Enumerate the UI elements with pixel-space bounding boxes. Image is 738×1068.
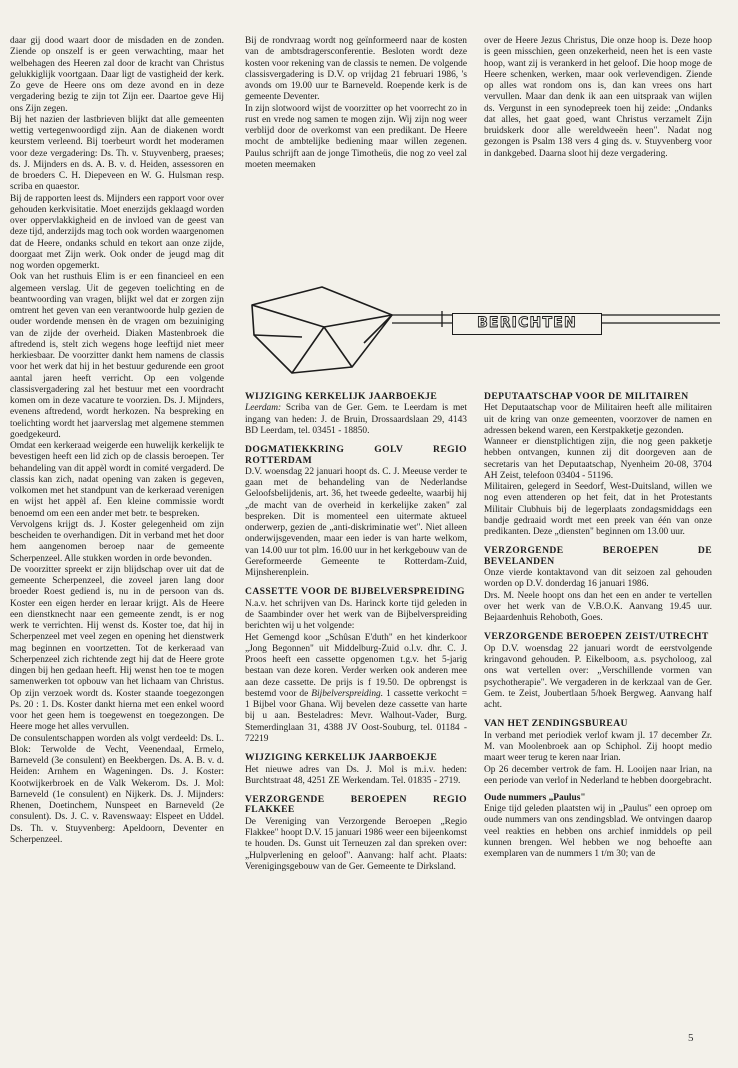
article [484,632,712,711]
article-body: Op 26 december vertrok de fam. H. Looijen naar Irian, na een periode van verlof in Nederland te hebben doorgebracht. [484,764,712,786]
article [245,795,467,873]
paragraph: Vervolgens krijgt ds. J. Koster gelegenheid om zijn bescheiden te overhandigen. Dit in verband met het door hem aangenomen beroep naar de gemeente Scherpenzeel. Alle stukken worden in orde bevonden. [10,519,224,564]
article-heading: CASSETTE VOOR DE BIJBELVERSPREIDING [245,586,465,598]
article-body: D.V. woensdag 22 januari hoopt ds. C. J. Meeuse verder te gaan met de behandeling van de Nederlandse Geloofsbelijdenis, art. 36, het tweede gedeelte, waarbij hij „de macht van de overheid in kerkelijke zaken" zal bespreken. Dit is momenteel een uitermate aktueel onderwerp, gezien de „anti-diskriminatie wet". Niet alleen onderwijsgevenden, maar een ieder is van harte welkom, van 14.00 uur tot plm. 16.00 uur in het kerkgebouw van de Gereformeerde Gemeente te Rotterdam-Zuid, Mijnsherenplein. [245,466,467,579]
article [245,753,467,787]
article [484,719,712,860]
paragraph: Omdat een kerkeraad weigerde een huwelijk kerkelijk te bevestigen heeft een lid zich op de classis beroepen. Ter behandeling van dit appèl wordt in comité vergaderd. De classis kan zich, nadat opening van zaken is gegeven, volkomen met het standpunt van de kerkeraad verenigen en wijst het appèl af. Een kleine commissie wordt benoemd om een een ander met betr. te bespreken. [10,441,224,519]
article-body: Leerdam: Scriba van de Ger. Gem. te Leerdam is met ingang van heden: J. de Bruin, Drossaardslaan 29, 4143 BD Leerdam, tel. 03451 - 18850. [245,403,467,436]
article [245,445,467,579]
banner-title: BERICHTEN [452,313,602,335]
article-subheading: Oude nummers „Paulus" [484,793,586,804]
article-body: Het Deputaatschap voor de Militairen heeft alle militairen uit de kring van onze gemeenten, voorzover de namen en adressen bekend waren, een Kerstpakketje gezonden. [484,403,712,436]
paragraph: De voorzitter spreekt er zijn blijdschap over uit dat de gemeente Scherpenzeel, die zoveel jaren lang door broeder Roest gediend is, nu in de persoon van ds. Koster een eigen herder en leraar krijgt. Als de Heere een dienstknecht naar een gemeente zendt, is er nog werk te verrichten. Hij wenst ds. Koster toe, dat hij in Scherpenzeel met veel zegen en opening het dienstwerk mag beginnen en voortzetten. Tot de kerkeraad van Scherpenzeel zich richtende zegt hij dat de Heere grote dingen bij hen gedaan heeft. Hij wenst hen toe te mogen samenwerken tot opbouw van het lichaam van Christus. Op zijn verzoek wordt ds. Koster staande toegezongen Ps. 20 : 1. Ds. Koster dankt hierna met een enkel woord voor het geen hem is toegewenst en toegezongen. De Heere moge het alles vervullen. [10,564,224,733]
article-body: Militairen, gelegerd in Seedorf, West-Duitsland, willen we nog even attenderen op het feit, dat in het Protestants Militair Clubhuis bij de legerplaats zondagsmiddags een bandje gedraaid wordt met een preek van één van onze predikanten. Deze „diensten" beginnen om 13.00 uur. [484,482,712,538]
paragraph: In zijn slotwoord wijst de voorzitter op het voorrecht zo in rust en vrede nog samen te mogen zijn. Wij zijn nog weer verblijd door de overkomst van een predikant. De Heere mocht de ambtelijke bediening maar willen zegenen. Paulus schrijft aan de jonge Timotheüs, die nog zo veel zal moeten meemaken [245,103,467,170]
article-body: In verband met periodiek verlof kwam jl. 17 december Zr. M. van Moolenbroek aan op Schiphol. Zij hoopt medio maart weer terug te keren naar Irian. [484,730,712,764]
paragraph: Ook van het rusthuis Elim is er een financieel en een algemeen verslag. Uit de gegeven toelichting en de beantwoording van vragen, blijkt wel dat er zorgen zijn omtrent het geven van een verantwoorde hulp gezien de ouder wordende mensen èn de vragen om bezuiniging van de zijde der overheid. Diaken Mastenbroek die aftredend is, stelt zich wegens hoge leeftijd niet meer herkiesbaar. De voorzitter dankt hem namens de classis voor het werk dat hij in het bestuur gedurende een groot aantal jaren heeft verricht. Op een volgende classisvergadering zal het bestuur met een voordracht komen om in deze vacature te voorzien. Ds. J. Mijnders, evenens aftredend, wordt herkozen. Na bespreking en toelichting wordt het jaarverslag met algemene stemmen goedgekeurd. [10,272,224,440]
article-body: Enige tijd geleden plaatsten wij in „Paulus" een oproep om oude nummers van ons zendingsblad. We ontvingen daarop veel reakties en hebben ons archief inmiddels op peil kunnen brengen. Wel hebben we nog behoefte aan exemplaren van de nummers 1 t/m 30; van de [484,804,712,860]
article-body: Onze vierde kontaktavond van dit seizoen zal gehouden worden op D.V. donderdag 16 januari 1986. [484,568,712,590]
page-number: 5 [688,1032,694,1044]
article [484,392,712,538]
paragraph: Bij de rondvraag wordt nog geïnformeerd naar de kosten van de ambtsdragersconferentie. Besloten wordt deze kosten voor rekening van de classis te nemen. De volgende classisvergadering is D.V. op vrijdag 21 februari 1986, 's avonds om 19.00 uur te Barneveld. Roepende kerk is de gemeente Deventer. [245,36,467,103]
article-heading: VERZORGENDE BEROEPEN ZEIST/UTRECHT [484,631,709,643]
article-heading: DOGMATIEKKRING GOLV REGIO ROTTERDAM [245,444,467,466]
article [245,587,467,745]
article-body: N.a.v. het schrijven van Ds. Harinck korte tijd geleden in de Saambinder over het werk van de Bijbelverspreiding berichten wij u het volgende: [245,598,467,632]
article-body: Het Gemengd koor „Schûsan E'duth" en het kinderkoor „Jong Begonnen" uit Middelburg-Zuid o.l.v. dhr. C. J. Proos heeft een cassette opgenomen t.g.v. het 5-jarig bestaan van deze koren. Verder werken ook anderen mee aan deze cassette. De prijs is f 19.50. De opbrengst is bestemd voor de Bijbelverspreiding. 1 cassette verkocht = 1 Bijbel voor Ghana. Wij bevelen deze cassette van harte bij u aan. Besteladres: Mevr. Walhout-Vader, Burg. Stemerdinglaan 31, 4388 JV Oost-Souburg, tel. 01184 - 72219 [245,632,467,744]
paragraph: De consulentschappen worden als volgt verdeeld: Ds. L. Blok: Terwolde de Vecht, Veenendaal, Ermelo, Barneveld (3e consulent) en Beekbergen. Ds. A. B. v. d. Heiden: Arnhem en Wageningen. Ds. J. Koster: Kootwijkerbroek en de Valk Wekerom. Ds. J. Mol: Barneveld (1e consulent) en Nijkerk. Ds. J. Mijnders: Rhenen, Doetinchem, Nunspeet en Barneveld (2e consulent). Ds. J. C. v. Ravenswaay: Elspeet en Uddel. Ds. Th. v. Stuyvenberg: Apeldoorn, Deventer en Scherpenzeel. [10,733,224,845]
paragraph: Bij de rapporten leest ds. Mijnders een rapport voor over gehouden kerkvisitatie. Moet enerzijds geklaagd worden over oppervlakkigheid en de invloed van de geest van deze tijd, anderzijds mag toch ook worden waargenomen dat de Heere, ondanks schuld en tekort aan onze zijde, doorgaat met Zijn werk. Ook onder de jeugd mag dit nog worden opgemerkt. [10,193,224,271]
envelope-icon [252,287,392,373]
article-body: Op D.V. woensdag 22 januari wordt de eerstvolgende kringavond gehouden. P. Eikelboom, a.s. psycholoog, zal ons wat vertellen over: „Verschillende vormen van psychotherapie". We vergaderen in de kerkzaal van de Ger. Gem. te Zeist, Joubertlaan 5/hoek Bergweg. Aanvang half acht. [484,643,712,711]
article [245,392,467,437]
column-2-articles [245,392,467,873]
article-heading: WIJZIGING KERKELIJK JAARBOEKJE [245,391,438,402]
article-heading: VERZORGENDE BEROEPEN REGIO FLAKKEE [245,794,467,816]
paragraph: Bij het nazien der lastbrieven blijkt dat alle gemeenten wettig vertegenwoordigd zijn. Aan de diakenen wordt keurstem verleend. Bij toerbeurt wordt het moderamen voor deze vergadering: Ds. Th. v. Stuyvenberg, praeses; ds. J. Mijnders en ds. A. B. v. d. Heiden, assessoren en de broeders C. H. Diepeveen en W. G. Hulsman resp. scriba en quaestor. [10,114,224,193]
article-heading: VERZORGENDE BEROEPEN DE BEVELANDEN [484,545,712,567]
article [484,546,712,624]
paragraph: over de Heere Jezus Christus, Die onze hoop is. Deze hoop is geen misschien, geen onzekerheid, neen het is een vaste hoop, want zij is verankerd in het geloof. Die hoop moge de Heere schenken, werken, maar ook verlevendigen. Ziende op alles wat rondom ons is, dan kan vrees ons hart vervullen. Maar dan denk ik aan een uitspraak van wijlen ds. Vergunst in een synodepreek toen hij zeide: „Ondanks dat alles, het gaat goed, want Christus verzamelt Zijn bruidskerk door alle wereldweeën heen". Nadat nog gezongen is Psalm 138 vers 4 ging ds. v. Stuyvenberg voor in dankgebed. Daarna sloot hij deze vergadering. [484,36,712,159]
column-3-top [484,36,712,160]
paragraph: daar gij dood waart door de misdaden en de zonden. Ziende op onszelf is er geen verwachting, maar het welbehagen des Heeren zal door de kracht van Christus gelukkiglijk voortgaan. Daar ligt de vastigheid der kerk. Zo geve de Heere ons om deze avond en in deze vergadering bezig te zijn tot Zijn eer. Daartoe geve Hij ons Zijn zegen. [10,36,224,114]
column-3-articles [484,392,712,860]
article-body: De Vereniging van Verzorgende Beroepen „Regio Flakkee" hoopt D.V. 15 januari 1986 weer een bijeenkomst te houden. Ds. Gunst uit Terneuzen zal dan spreken over: „Hulpverlening en geloof". Aanvang: half acht. Plaats: Verenigingsgebouw van de Ger. Gemeente te Dirksland. [245,816,467,872]
article-body: Drs. M. Neele hoopt ons dan het een en ander te vertellen over het werk van de V.B.O.K. Aanvang 19.45 uur. Bejaardenhuis Rehoboth, Goes. [484,590,712,624]
article-body: Het nieuwe adres van Ds. J. Mol is m.i.v. heden: Burchtstraat 48, 4251 ZE Werkendam. Tel. 01835 - 2719. [245,764,467,786]
article-heading: WIJZIGING KERKELIJK JAARBOEKJE [245,752,438,764]
article-body: Wanneer er dienstplichtigen zijn, die nog geen pakketje hebben ontvangen, kunnen zij dit doorgeven aan de secretaris van het Deputaatschap, Nyenheim 20-08, 3704 AH Zeist, telefoon 03404 - 51196. [484,437,712,481]
column-1 [10,36,224,846]
column-2-top [245,36,467,171]
article-heading: DEPUTAATSCHAP VOOR DE MILITAIREN [484,391,689,402]
article-heading: VAN HET ZENDINGSBUREAU [484,718,628,730]
